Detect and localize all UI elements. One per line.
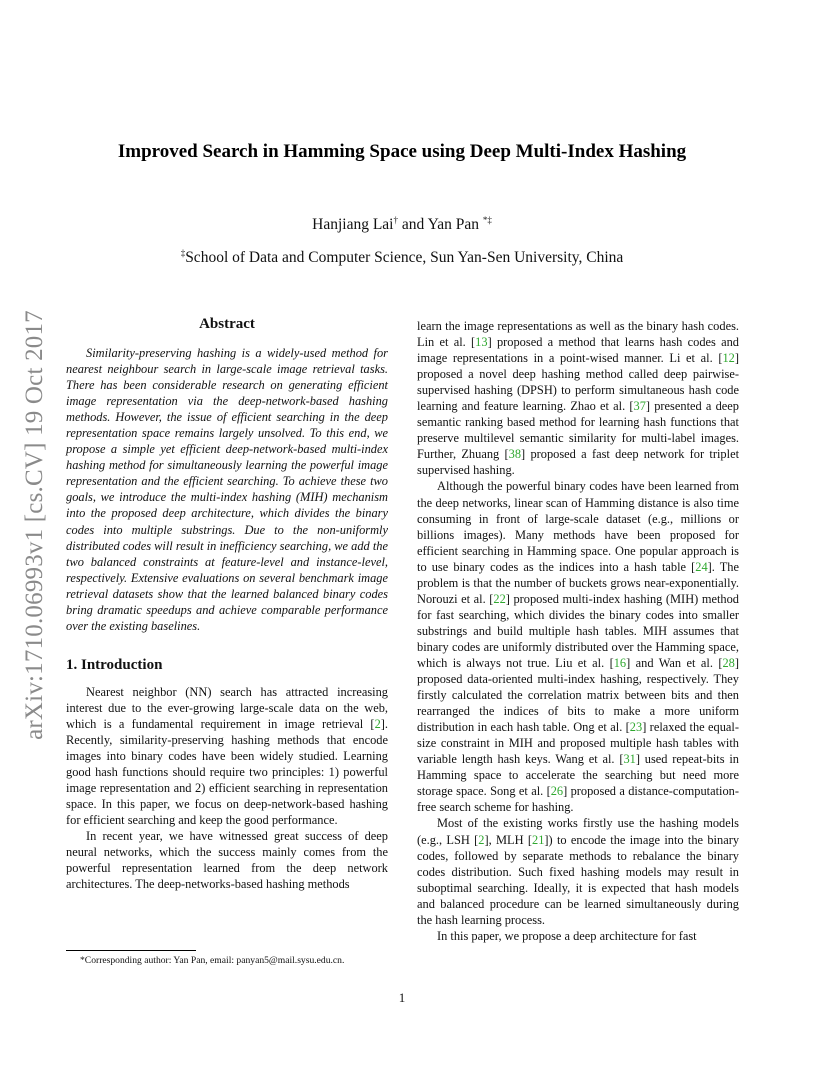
citation-link[interactable]: 16 <box>613 655 627 670</box>
arxiv-identifier: arXiv:1710.06993v1 [cs.CV] 19 Oct 2017 <box>21 310 48 740</box>
citation-link[interactable]: 23 <box>629 720 643 735</box>
affiliation-text: School of Data and Computer Science, Sun Yan-Sen University, China <box>185 249 624 266</box>
section-heading: 1. Introduction <box>66 656 163 673</box>
affiliation-mark: † <box>393 215 398 225</box>
author-name: Hanjiang Lai <box>312 216 394 233</box>
citation-link[interactable]: 2 <box>374 716 381 731</box>
citation-link[interactable]: 31 <box>623 752 636 767</box>
author-conjunction: and <box>401 216 425 233</box>
footnote-divider <box>66 950 196 951</box>
citation-link[interactable]: 38 <box>508 447 522 462</box>
citation-link[interactable]: 24 <box>695 559 708 574</box>
paper-title: Improved Search in Hamming Space using Deep Multi-Index Hashing <box>117 141 687 162</box>
paragraph: Nearest neighbor (NN) search has attracted increasing interest due to the ever-growing large-scale data on the web, which is a fundamental requirement in image retrieval [2]. Recently, similarity-preserving hashing methods that encode images into binary codes have been widely studied. Learning good hash functions should require two principles: 1) powerful image representation and 2) efficient searching in representation space. In this paper, we focus on deep-network-based hashing for efficient searching and keep the good performance. <box>66 684 388 828</box>
abstract-heading: Abstract <box>199 316 255 332</box>
affiliation-mark: ‡ <box>180 248 186 258</box>
author-line <box>0 216 804 234</box>
citation-link[interactable]: 37 <box>633 399 646 414</box>
author-name: Yan Pan <box>427 216 479 233</box>
citation-link[interactable]: 12 <box>722 351 735 366</box>
arxiv-stamp <box>18 290 52 760</box>
affiliation <box>0 249 804 267</box>
paragraph: Most of the existing works firstly use the hashing models (e.g., LSH [2], MLH [21]) to encode the image into the binary codes, followed by separate methods to rebalance the binary codes distribution. Such fixed hashing models may result in suboptimal searching. Ideally, it is expected that hash models and balanced procedure can be learned simultaneously during the hash learning process. <box>417 816 740 927</box>
page-number: 1 <box>398 990 406 1005</box>
citation-link[interactable]: 13 <box>475 335 488 350</box>
citation-link[interactable]: 2 <box>478 832 485 847</box>
paragraph: In this paper, we propose a deep architecture for fast <box>437 928 697 943</box>
citation-link[interactable]: 28 <box>722 655 735 670</box>
affiliation-mark: *‡ <box>482 215 492 225</box>
paragraph: learn the image representations as well as the binary hash codes. Lin et al. [13] proposed a method that learns hash codes and image representations in a point-wised manner. Li et al. [12] proposed a novel deep hashing method called deep pairwise-supervised hashing (DPSH) to perform simultaneous hash code learning and feature learning. Zhao et al. [37] presented a deep semantic ranking based method for learning hash functions that preserve multilevel semantic similarity for multi-label images. Further, Zhuang [38] proposed a fast deep network for triplet supervised hashing. <box>417 319 740 478</box>
citation-link[interactable]: 26 <box>550 784 564 799</box>
paragraph: In recent year, we have witnessed great success of deep neural networks, which the success mainly comes from the powerful representation learned from the deep network architectures. The deep-networks-based hashing methods <box>66 829 388 892</box>
right-column <box>417 318 739 944</box>
paragraph: Although the powerful binary codes have been learned from the deep networks, linear scan of Hamming distance is also time consuming in front of large-scale dataset (e.g., millions or billions images). Many methods have been proposed for efficient searching in Hamming space. One popular approach is to use binary codes as the indices into a hash table [24]. The problem is that the number of buckets grows near-exponentially. Norouzi et al. [22] proposed multi-index hashing (MIH) method for fast searching, which divides the binary codes into smaller substrings and build multiple hash tables. MIH assumes that binary codes are uniformly distributed over the Hamming space, which is always not true. Liu et al. [16] and Wan et al. [28] proposed data-oriented multi-index hashing, respectively. They firstly calculated the correlation matrix between bits and then rearranged the indices of bits to make a more uniform distribution in each hash table. Ong et al. [23] relaxed the equal-size constraint in MIH and proposed multiple hash tables with variable length hash keys. Wang et al. [31] used repeat-bits in Hamming space to accelerate the searching but need more storage space. Song et al. [26] proposed a distance-computation-free search scheme for hashing. <box>417 479 739 815</box>
citation-link[interactable]: 22 <box>493 591 506 606</box>
abstract-text: Similarity-preserving hashing is a widely-used method for nearest neighbour search in large-scale image retrieval tasks. There has been considerable research on generating efficient image representation via the deep-network-based hashing methods. However, the issue of efficient searching in the deep representation space remains largely unsolved. To this end, we propose a simple yet efficient deep-network-based multi-index hashing method for simultaneously learning the powerful image representation and the efficient searching. To achieve these two goals, we introduce the multi-index hashing (MIH) mechanism into the proposed deep architecture, which divides the binary codes into multiple substrings. Due to the non-uniformly distributed codes will result in inefficiency searching, we add the two balanced constraints at feature-level and instance-level, respectively. Extensive evaluations on several benchmark image retrieval datasets show that the learned balanced binary codes bring dramatic speedups and achieve comparable performance over the existing baselines. <box>66 346 388 633</box>
left-column <box>66 316 388 892</box>
footnote: *Corresponding author: Yan Pan, email: panyan5@mail.sysu.edu.cn. <box>80 955 345 966</box>
citation-link[interactable]: 21 <box>532 832 545 847</box>
